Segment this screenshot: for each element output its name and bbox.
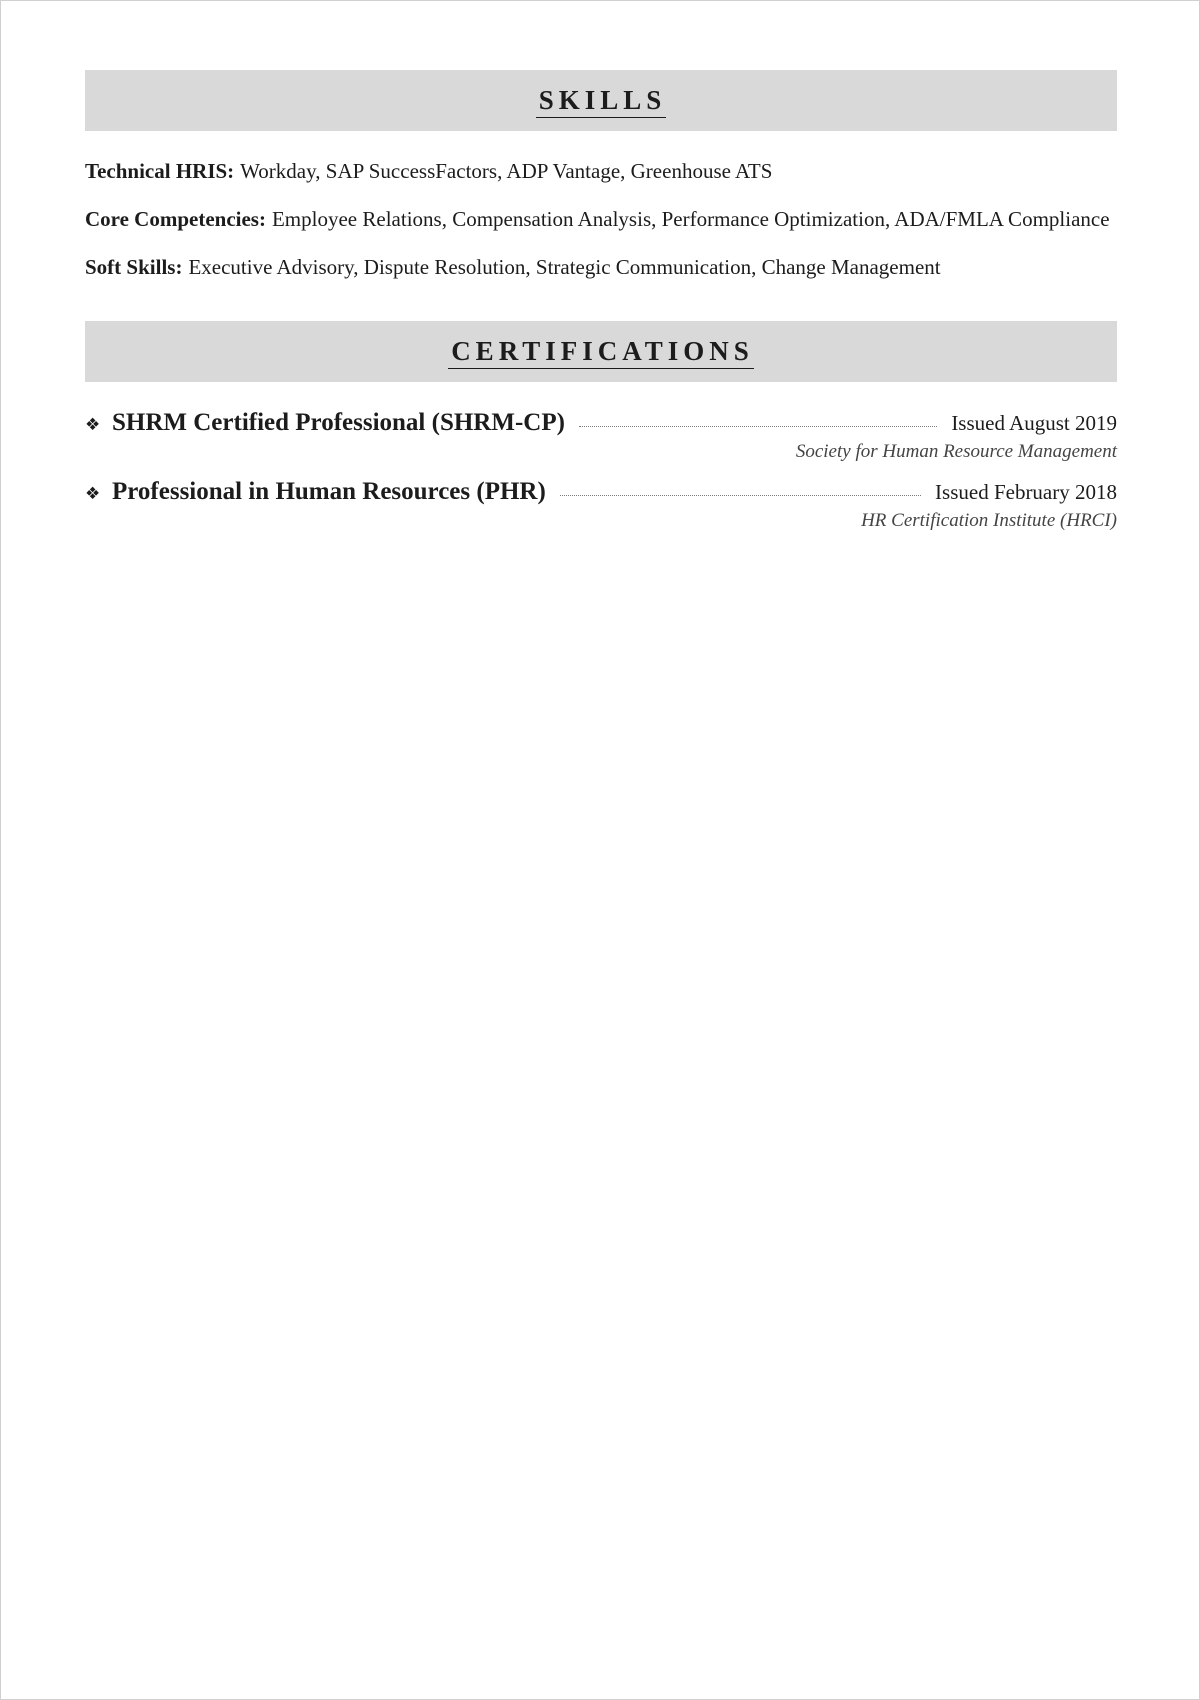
certification-date: Issued August 2019 <box>951 411 1117 435</box>
skill-row-core-competencies <box>85 205 1117 233</box>
certifications-section <box>85 321 1117 534</box>
skill-values: Workday, SAP SuccessFactors, ADP Vantage, Greenhouse ATS <box>240 159 773 183</box>
skill-row-technical-hris <box>85 157 1117 185</box>
skill-values: Employee Relations, Compensation Analysis, Performance Optimization, ADA/FMLA Compliance <box>271 207 1110 231</box>
certifications-header-band <box>85 321 1117 382</box>
certification-item <box>85 477 1117 534</box>
diamond-bullet-icon: ❖ <box>85 415 101 435</box>
certification-issuer: HR Certification Institute (HRCI) <box>861 510 1117 531</box>
certification-date: Issued February 2018 <box>935 480 1117 504</box>
skills-list <box>85 157 1117 281</box>
certification-item <box>85 408 1117 465</box>
skill-label: Core Competencies: <box>85 207 266 231</box>
certification-name: Professional in Human Resources (PHR) <box>112 478 546 505</box>
skill-label: Technical HRIS: <box>85 159 235 183</box>
skills-header-band <box>85 70 1117 131</box>
certification-line <box>85 477 1117 507</box>
dotted-leader <box>560 495 921 496</box>
skills-section <box>85 70 1117 281</box>
skills-section-title: SKILLS <box>536 85 667 118</box>
certifications-list <box>85 408 1117 534</box>
certifications-section-title: CERTIFICATIONS <box>448 336 754 369</box>
certification-line <box>85 408 1117 438</box>
skill-values: Executive Advisory, Dispute Resolution, Strategic Communication, Change Management <box>188 255 941 279</box>
skill-label: Soft Skills: <box>85 255 183 279</box>
resume-content <box>85 70 1117 546</box>
certification-name: SHRM Certified Professional (SHRM-CP) <box>112 409 565 436</box>
certification-issuer: Society for Human Resource Management <box>795 441 1117 462</box>
diamond-bullet-icon: ❖ <box>85 484 101 504</box>
dotted-leader <box>579 426 937 427</box>
skill-row-soft-skills <box>85 253 1117 281</box>
